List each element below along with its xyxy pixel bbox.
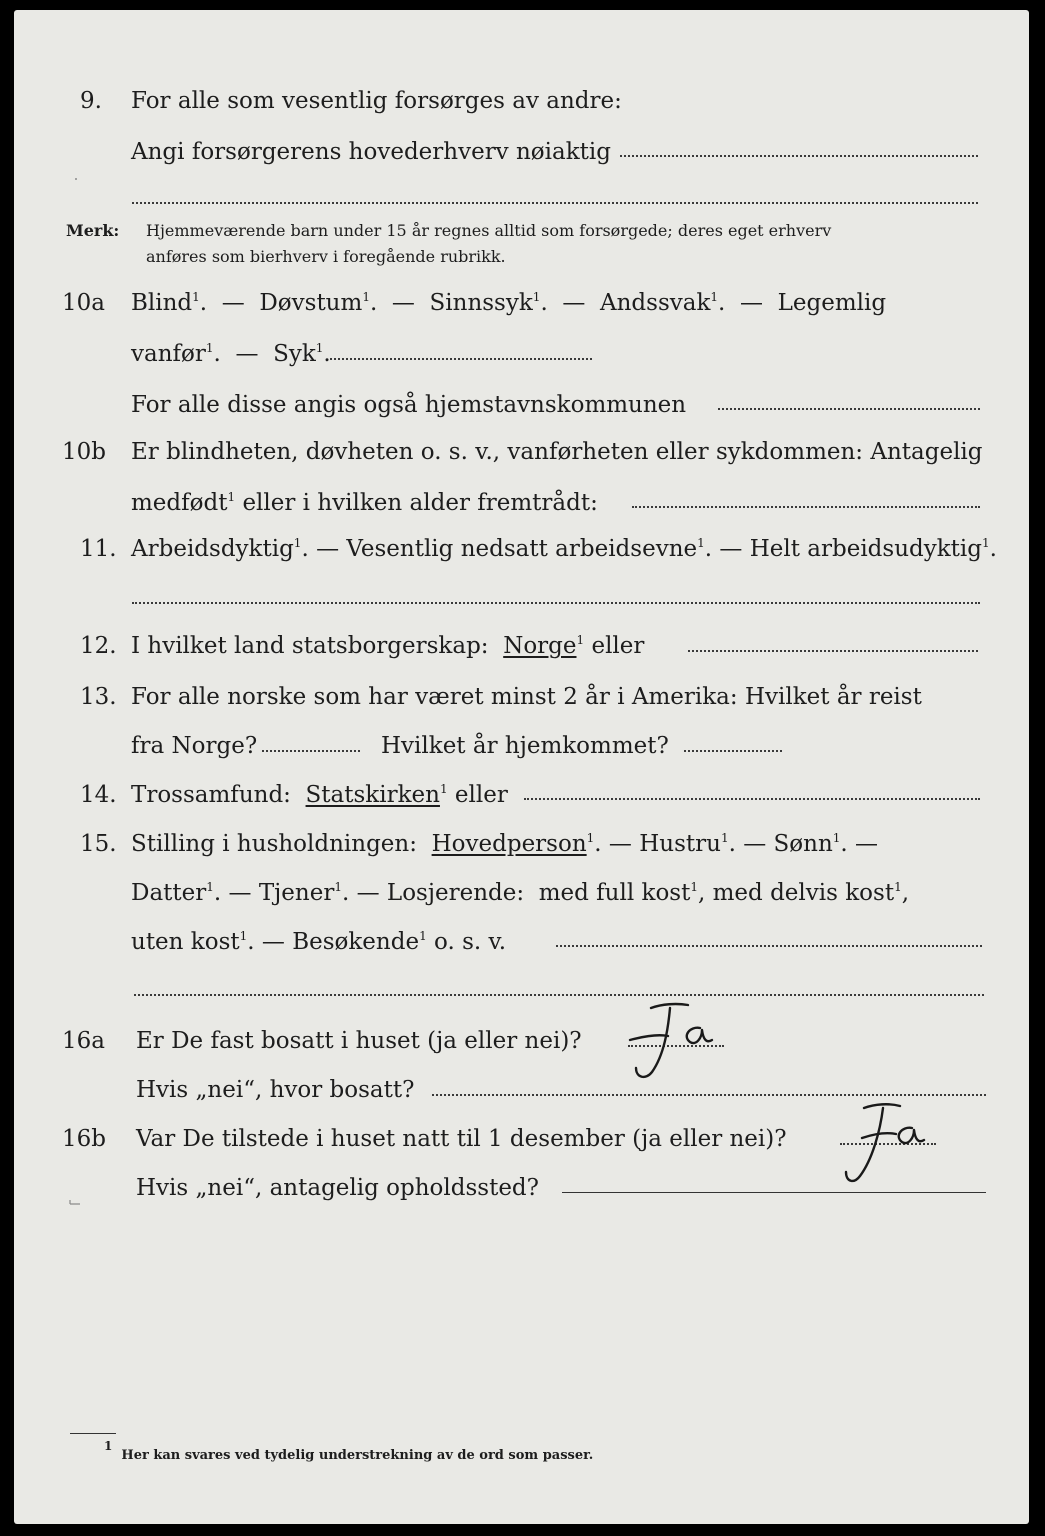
q14-line: Trossamfund: Statskirken$^1$ eller xyxy=(131,782,508,808)
option-hustru: Hustru xyxy=(639,831,721,857)
option-datter: Datter xyxy=(131,880,207,906)
q9-line2: Angi forsørgerens hovederhverv nøiaktig xyxy=(131,139,611,165)
q10b-line2: medfødt$^1$ eller i hvilken alder fremtrådt: xyxy=(131,490,598,516)
option-besokende: Besøkende xyxy=(292,929,420,955)
option-syk: Syk xyxy=(273,341,316,367)
option-tjener: Tjener xyxy=(258,880,335,906)
q11-line: Arbeidsdyktig$^1$. — Vesentlig nedsatt arbeidsevne$^1$. — Helt arbeidsudyktig$^1$. xyxy=(131,536,997,562)
option-hovedperson-underlined: Hovedperson xyxy=(431,831,587,857)
footnote-mark: 1 xyxy=(104,1439,113,1453)
option-arbeidsdyktig: Arbeidsdyktig xyxy=(131,536,294,562)
q15-line3: uten kost$^1$. — Besøkende$^1$ o. s. v. xyxy=(131,929,507,955)
q16a-line1: Er De fast bosatt i huset (ja eller nei)? xyxy=(136,1028,582,1054)
q10b-line1: Er blindheten, døvheten o. s. v., vanførheten eller sykdommen: Antagelig xyxy=(131,439,983,465)
q13-line2b: Hvilket år hjemkommet? xyxy=(381,733,669,759)
footnote xyxy=(104,1439,594,1465)
q9-line1: For alle som vesentlig forsørges av andre: xyxy=(131,88,622,114)
option-delvis-kost: med delvis kost xyxy=(712,880,895,906)
q10a-line2: vanfør$^1$. — Syk$^1$. xyxy=(131,341,331,367)
q13-line1: For alle norske som har været minst 2 år i Amerika: Hvilket år reist xyxy=(131,684,922,710)
merk-line2: anføres som bierhverv i foregående rubrikk. xyxy=(146,247,506,266)
q10b-number: 10b xyxy=(62,439,106,465)
handwritten-ja-16a xyxy=(630,1004,712,1077)
option-norge-underlined: Norge xyxy=(503,633,577,659)
q13-line2a: fra Norge? xyxy=(131,733,258,759)
option-andssvak: Andssvak xyxy=(600,290,711,316)
margin-mark xyxy=(70,1200,80,1204)
q16a-number: 16a xyxy=(62,1028,105,1054)
q12-number: 12. xyxy=(80,633,117,659)
option-statskirken-underlined: Statskirken xyxy=(305,782,440,808)
merk-label: Merk: xyxy=(66,221,120,240)
option-sonn: Sønn xyxy=(773,831,833,857)
q12-line: I hvilket land statsborgerskap: Norge$^1$ eller xyxy=(131,633,645,659)
q9-number: 9. xyxy=(80,88,102,114)
q15-line2: Datter$^1$. — Tjener$^1$. — Losjerende: med full kost$^1$, med delvis kost$^1$, xyxy=(131,880,910,906)
q11-number: 11. xyxy=(80,536,117,562)
q16a-line2: Hvis „nei“, hvor bosatt? xyxy=(136,1077,415,1103)
option-udyktig: Helt arbeidsudyktig xyxy=(749,536,982,562)
q16b-number: 16b xyxy=(62,1126,106,1152)
q13-number: 13. xyxy=(80,684,117,710)
option-uten-kost: uten kost xyxy=(131,929,240,955)
footnote-text: Her kan svares ved tydelig understrekning av de ord som passer. xyxy=(121,1448,594,1463)
q15-number: 15. xyxy=(80,831,117,857)
option-nedsatt: Vesentlig nedsatt arbeidsevne xyxy=(346,536,698,562)
option-dovstum: Døvstum xyxy=(259,290,363,316)
q10a-line1: Blind$^1$. — Døvstum$^1$. — Sinnssyk$^1$. — Andssvak$^1$. — Legemlig xyxy=(131,290,887,316)
q16b-line2: Hvis „nei“, antagelig opholdssted? xyxy=(136,1175,539,1201)
q15-line1: Stilling i husholdningen: Hovedperson$^1$. — Hustru$^1$. — Sønn$^1$. — xyxy=(131,831,879,857)
option-legemlig: Legemlig xyxy=(777,290,887,316)
option-medfodt: medfødt xyxy=(131,490,228,516)
option-vanfor: vanfør xyxy=(131,341,206,367)
option-sinnssyk: Sinnssyk xyxy=(429,290,533,316)
option-full-kost: med full kost xyxy=(538,880,691,906)
merk-line1: Hjemmeværende barn under 15 år regnes alltid som forsørgede; deres eget erhverv xyxy=(146,221,832,240)
q14-number: 14. xyxy=(80,782,117,808)
q10a-number: 10a xyxy=(62,290,105,316)
option-blind: Blind xyxy=(131,290,193,316)
q10a-line3: For alle disse angis også hjemstavnskommunen xyxy=(131,392,687,418)
q16b-line1: Var De tilstede i huset natt til 1 desember (ja eller nei)? xyxy=(136,1126,787,1152)
footnote-rule xyxy=(70,1433,116,1434)
handwritten-ja-16b xyxy=(846,1104,924,1181)
